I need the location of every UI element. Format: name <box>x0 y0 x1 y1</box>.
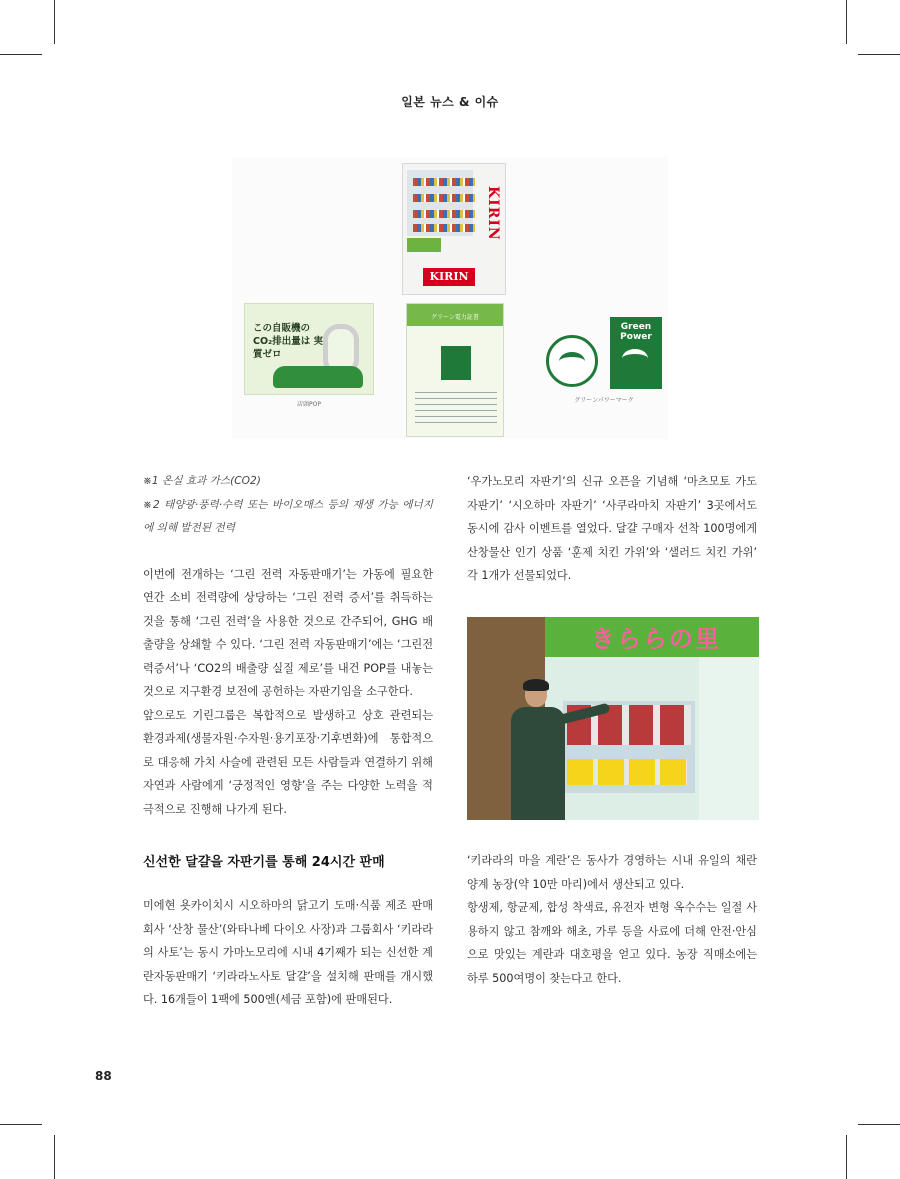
green-power-round-logo-icon <box>546 335 598 387</box>
crop-mark <box>54 0 55 44</box>
green-power-caption: グリーンパワーマーク <box>574 397 634 404</box>
machine-side-panel <box>699 657 759 820</box>
body-paragraph: ‘우가노모리 자판기’의 신규 오픈을 기념해 ‘마츠모토 가도 자판기’ ‘시오하마 자판기’ ‘사쿠라마치 자판기’ 3곳에서도 동시에 감사 이벤트를 열었다. 달걀 구매자 선착 100명에게 산창물산 인기 상품 ‘훈제 치킨 가위’와 ‘샐러드 치킨 가위’ 각 1개가 선물되었다. <box>467 475 757 582</box>
body-paragraph: 항생제, 항균제, 합성 착색료, 유전자 변형 옥수수는 일절 사용하지 않고 참깨와 해초, 가루 등을 사료에 더해 안전·안심으로 맛있는 계란과 대호평을 얻고 있다. 농장 직매소에는 하루 500여명이 찾는다고 한다. <box>467 901 757 985</box>
crop-mark <box>846 0 847 44</box>
vending-side-brand: KIRIN <box>485 185 501 241</box>
certificate-title: グリーン電力証書 <box>431 314 479 321</box>
drink-row <box>413 178 475 186</box>
person-figure <box>511 681 565 820</box>
pop-caption: 店頭POP <box>297 401 321 408</box>
egg-vending-machine-photo <box>467 617 759 820</box>
left-column <box>143 470 433 821</box>
crop-mark <box>54 1135 55 1179</box>
certificate-text-lines <box>415 392 497 428</box>
green-power-mark-icon <box>441 346 471 380</box>
crop-mark <box>858 54 900 55</box>
page-header-title: 일본 뉴스 & 이슈 <box>401 95 499 109</box>
pop-headline: この自販機の CO₂排出量は 実質ゼロ <box>253 323 324 360</box>
drink-row <box>413 194 475 202</box>
drink-row <box>413 210 475 218</box>
page-number: 88 <box>95 1069 112 1083</box>
body-paragraph: 미에현 욧카이치시 시오하마의 닭고기 도매·식품 제조 판매 회사 ‘산창 물산’(와타나베 다이오 사장)과 그룹회사 ‘키라라의 사토’는 동시 가마노모리에 시내 4기째가 되는 신선한 계란자동판매기 ‘키라라노사토 달걀’을 설치해 판매를 개시했다. 16개들이 1팩에 500엔(세금 포함)에 판매된다. <box>143 899 433 1006</box>
swoosh-icon <box>622 349 648 368</box>
green-power-logo-text: Green Power <box>620 322 652 342</box>
vending-brand-logo: KIRIN <box>423 268 475 286</box>
drink-row <box>413 224 475 232</box>
section-title: 신선한 달걀을 자판기를 통해 24시간 판매 <box>143 855 385 870</box>
kirin-vending-figure <box>232 157 668 439</box>
crop-mark <box>846 1135 847 1179</box>
vending-green-panel <box>407 238 441 252</box>
leaf-graphic-icon <box>273 366 363 388</box>
green-power-certificate <box>406 303 504 437</box>
photo-sign-text: きららの里 <box>591 624 721 653</box>
vending-machine-illustration <box>402 163 506 295</box>
body-paragraph: ‘키라라의 마을 계란’은 동사가 경영하는 시내 유일의 채란 양계 농장(약 10만 마리)에서 생산되고 있다. <box>467 854 757 891</box>
footnote-2: ※2 태양광·풍력·수력 또는 바이오매스 등의 재생 가능 에너지에 의해 발전된 전력 <box>143 498 433 534</box>
crop-mark <box>858 1124 900 1125</box>
crop-mark <box>0 54 42 55</box>
left-column-section <box>143 854 433 1012</box>
green-power-square-logo <box>610 317 662 389</box>
person-hair <box>523 679 549 691</box>
coin-slots <box>567 759 687 785</box>
crop-mark <box>0 1124 42 1125</box>
right-column-lower <box>467 849 757 990</box>
vending-display <box>407 170 473 236</box>
body-paragraph: 이번에 전개하는 ‘그린 전력 자동판매기’는 가동에 필요한 연간 소비 전력량에 상당하는 ‘그린 전력 증서’를 취득하는 것을 통해 ‘그린 전력’을 사용한 것으로 간주되어, GHG 배출량을 상쇄할 수 있다. ‘그린 전력 자동판매기’에는 ‘그린전력증서’나 ‘CO2의 배출량 실질 제로’를 내건 POP를 내놓는 것으로 지구환경 보전에 공헌하는 자판기임을 소구한다. <box>143 567 433 698</box>
store-pop-card <box>244 303 374 395</box>
footnote-1: ※1 온실 효과 가스(CO2) <box>143 475 261 487</box>
right-column <box>467 470 757 588</box>
swoosh-icon <box>559 352 585 371</box>
body-paragraph: 앞으로도 기린그룹은 복합적으로 발생하고 상호 관련되는 환경과제(생물자원·수자원·용기포장·기후변화)에 통합적으로 대응해 가치 사슬에 관련된 모든 사람들과 연결하기 위해 자연과 사람에게 ‘긍정적인 영향’을 주는 다양한 노력을 적극적으로 진행해 나가게 된다. <box>143 708 433 816</box>
